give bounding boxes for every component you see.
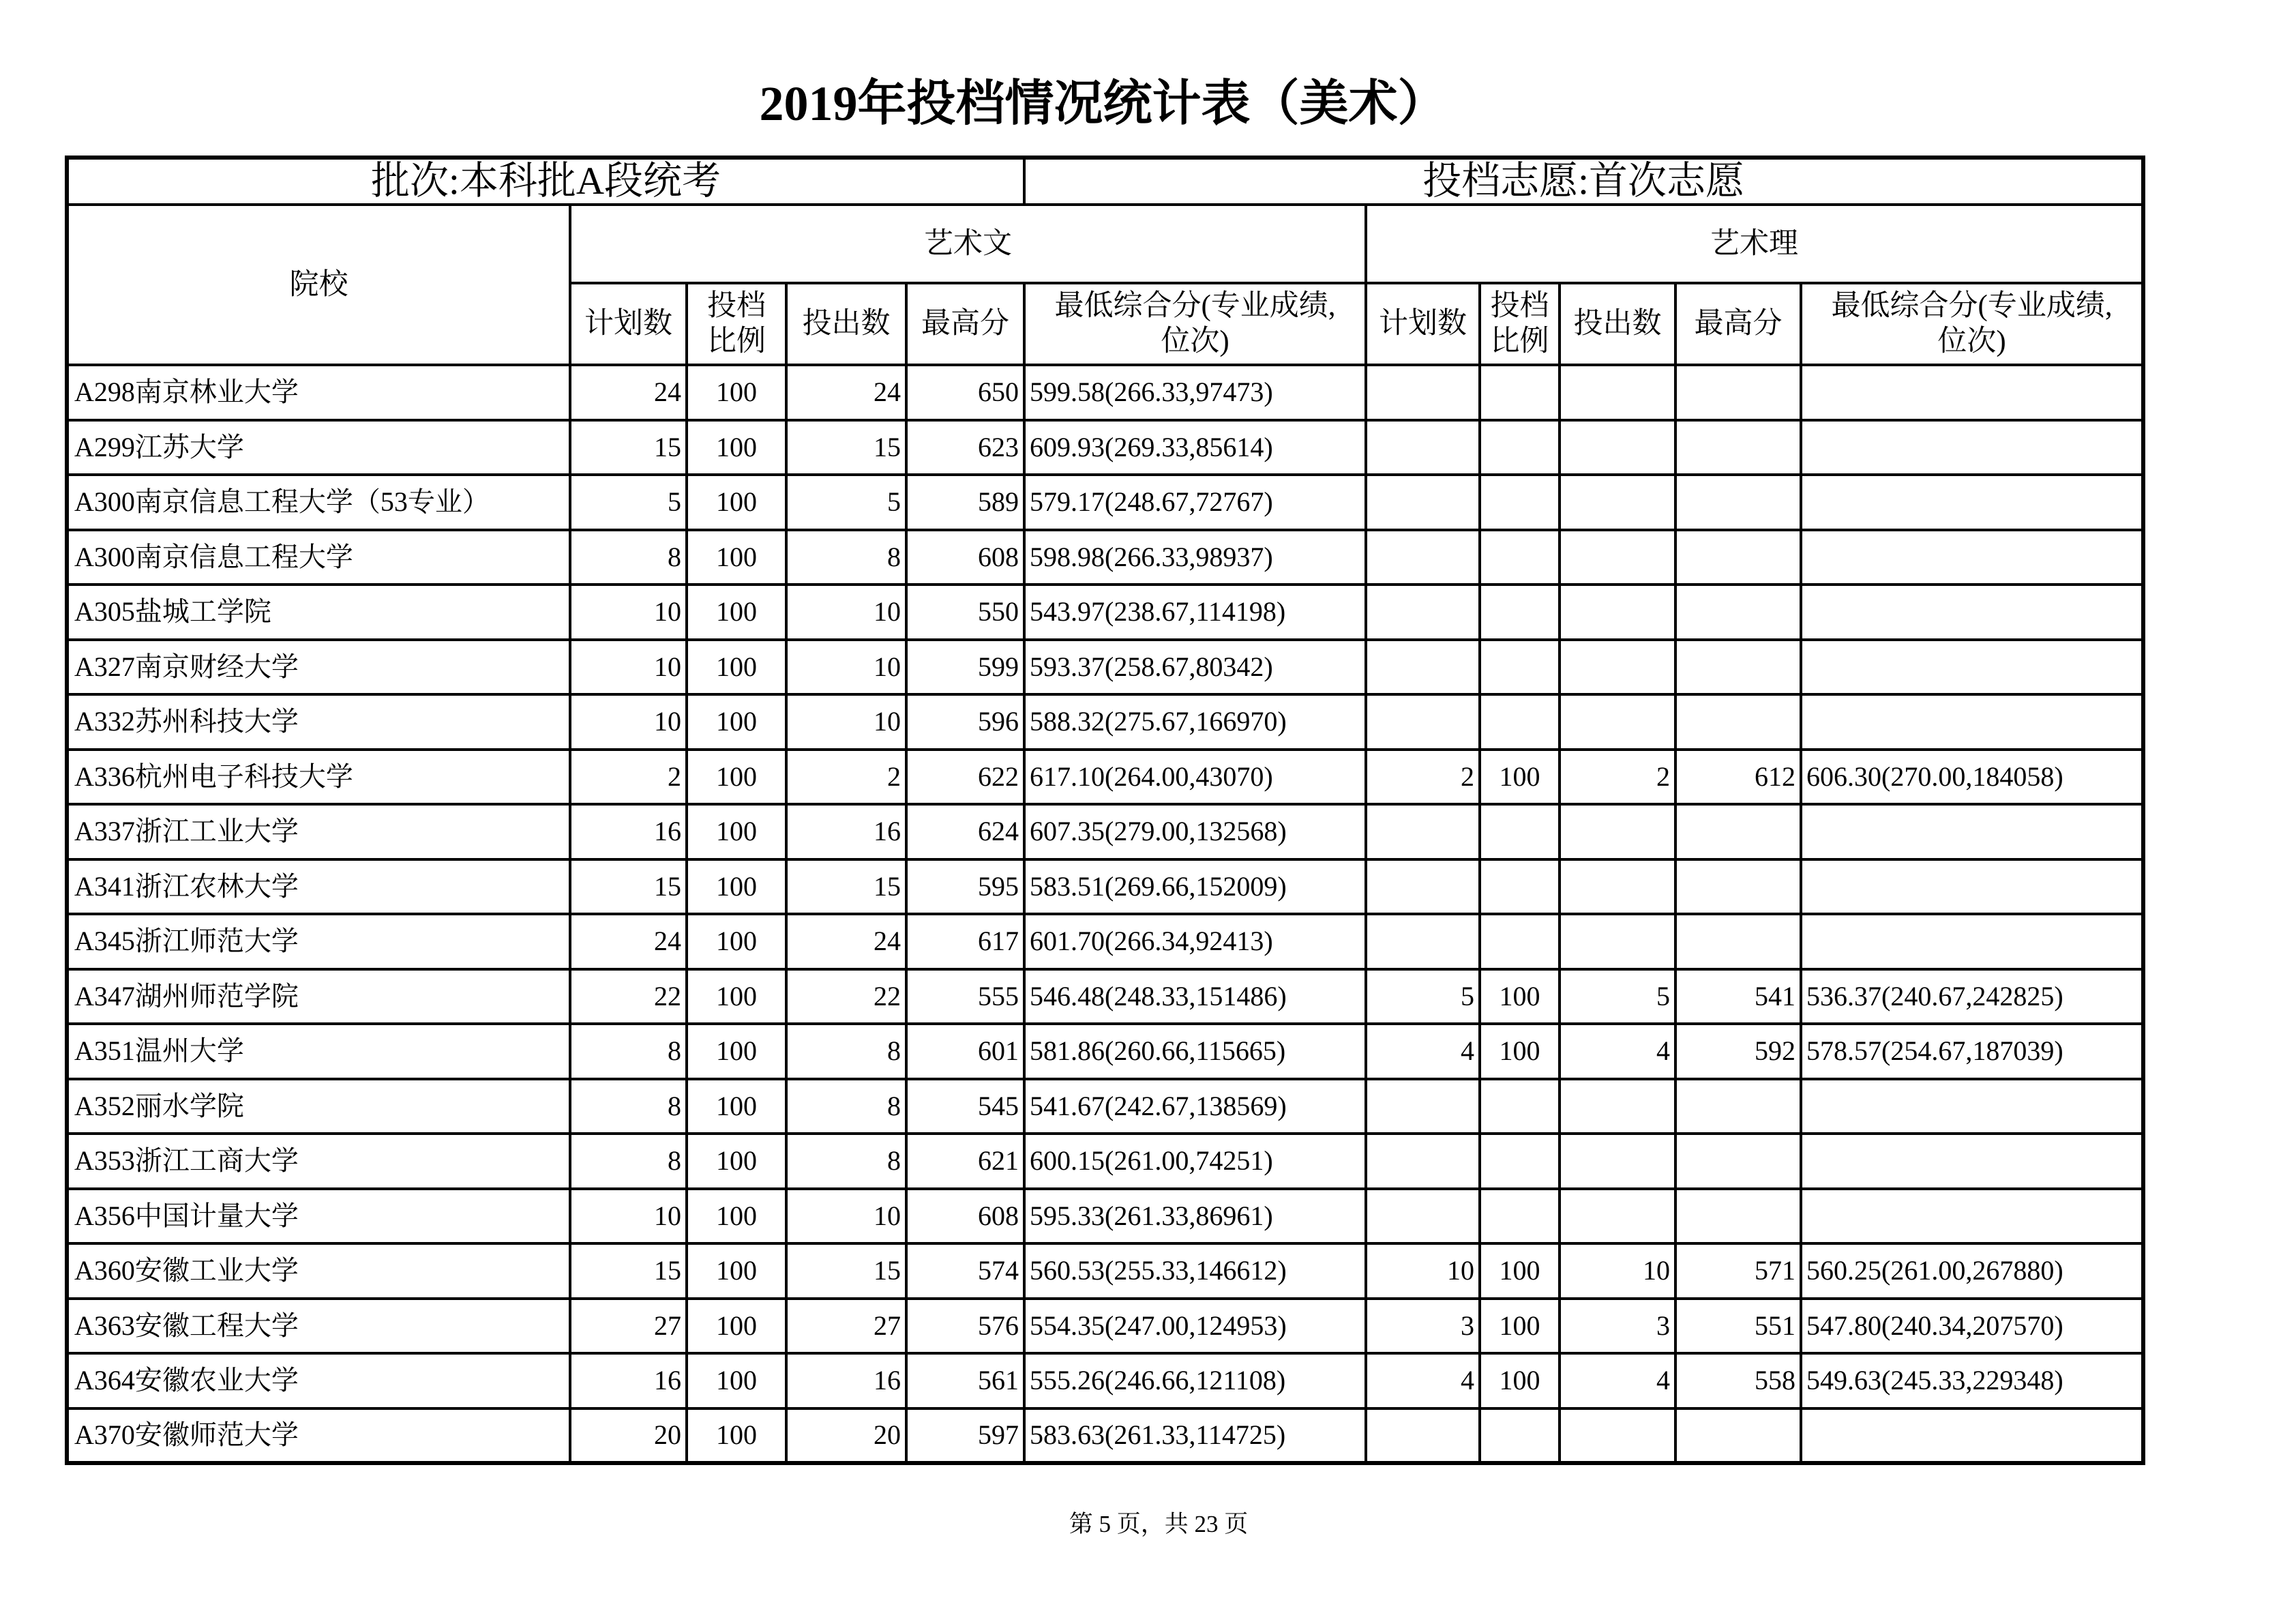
wen-plan-count-cell: 8: [570, 530, 687, 585]
wen-admission-ratio-cell: 100: [687, 1134, 786, 1189]
wen-plan-count-cell: 24: [570, 914, 687, 969]
wen-min-score-cell: 609.93(269.33,85614): [1024, 420, 1366, 475]
li-submitted-count-cell: 2: [1560, 750, 1675, 805]
wen-submitted-count-cell: 15: [786, 1243, 906, 1299]
li-plan-count-cell: [1366, 640, 1480, 695]
li-plan-count-cell: [1366, 914, 1480, 969]
wen-min-score-cell: 600.15(261.00,74251): [1024, 1134, 1366, 1189]
wen-max-score-cell: 608: [906, 530, 1024, 585]
wen-submitted-count-cell: 24: [786, 365, 906, 420]
wen-min-score-cell: 560.53(255.33,146612): [1024, 1243, 1366, 1299]
li-min-score-cell: [1801, 1408, 2143, 1464]
school-name-cell: A327南京财经大学: [67, 640, 570, 695]
wen-plan-count-cell: 8: [570, 1079, 687, 1134]
wen-plan-count-header: 计划数: [570, 283, 687, 365]
li-max-score-header: 最高分: [1675, 283, 1801, 365]
li-max-score-cell: [1675, 914, 1801, 969]
wen-min-score-cell: 555.26(246.66,121108): [1024, 1353, 1366, 1408]
table-row: [67, 969, 2143, 1024]
wen-min-score-cell: 599.58(266.33,97473): [1024, 365, 1366, 420]
school-column-header: 院校: [67, 205, 570, 365]
li-submitted-count-cell: [1560, 1134, 1675, 1189]
li-min-score-cell: [1801, 914, 2143, 969]
wen-admission-ratio-cell: 100: [687, 1243, 786, 1299]
table-row: [67, 859, 2143, 915]
school-name-cell: A341浙江农林大学: [67, 859, 570, 915]
li-plan-count-cell: 10: [1366, 1243, 1480, 1299]
wen-plan-count-cell: 24: [570, 365, 687, 420]
wen-min-score-cell: 595.33(261.33,86961): [1024, 1189, 1366, 1244]
li-submitted-count-cell: 4: [1560, 1353, 1675, 1408]
li-plan-count-cell: 4: [1366, 1353, 1480, 1408]
table-row: [67, 1353, 2143, 1408]
wen-plan-count-cell: 10: [570, 585, 687, 640]
wen-admission-ratio-cell: 100: [687, 365, 786, 420]
table-row: [67, 1079, 2143, 1134]
wen-admission-ratio-cell: 100: [687, 969, 786, 1024]
table-row: [67, 1189, 2143, 1244]
wen-plan-count-cell: 20: [570, 1408, 687, 1464]
li-submitted-count-cell: [1560, 1408, 1675, 1464]
wen-admission-ratio-cell: 100: [687, 585, 786, 640]
li-submitted-count-header: 投出数: [1560, 283, 1675, 365]
wen-max-score-cell: 596: [906, 694, 1024, 750]
wen-min-score-cell: 541.67(242.67,138569): [1024, 1079, 1366, 1134]
table-row: [67, 914, 2143, 969]
li-max-score-cell: [1675, 365, 1801, 420]
li-submitted-count-cell: [1560, 585, 1675, 640]
wen-admission-ratio-cell: 100: [687, 804, 786, 859]
li-plan-count-cell: [1366, 1189, 1480, 1244]
wen-submitted-count-cell: 10: [786, 1189, 906, 1244]
li-min-score-cell: 536.37(240.67,242825): [1801, 969, 2143, 1024]
wen-max-score-cell: 621: [906, 1134, 1024, 1189]
wen-max-score-cell: 561: [906, 1353, 1024, 1408]
wen-max-score-cell: 608: [906, 1189, 1024, 1244]
li-admission-ratio-cell: [1480, 914, 1560, 969]
wen-min-score-cell: 543.97(238.67,114198): [1024, 585, 1366, 640]
wen-min-score-cell: 617.10(264.00,43070): [1024, 750, 1366, 805]
li-max-score-cell: [1675, 1079, 1801, 1134]
li-min-score-cell: [1801, 585, 2143, 640]
wen-admission-ratio-cell: 100: [687, 914, 786, 969]
li-admission-ratio-cell: 100: [1480, 969, 1560, 1024]
li-max-score-cell: 558: [1675, 1353, 1801, 1408]
li-admission-ratio-cell: [1480, 420, 1560, 475]
li-admission-ratio-cell: 100: [1480, 1024, 1560, 1079]
school-name-cell: A336杭州电子科技大学: [67, 750, 570, 805]
table-row: [67, 365, 2143, 420]
page-title: 2019年投档情况统计表（美术）: [759, 76, 1447, 131]
wen-submitted-count-cell: 8: [786, 1079, 906, 1134]
li-submitted-count-cell: 3: [1560, 1299, 1675, 1354]
li-max-score-cell: [1675, 1189, 1801, 1244]
wen-submitted-count-cell: 20: [786, 1408, 906, 1464]
wen-min-score-cell: 583.63(261.33,114725): [1024, 1408, 1366, 1464]
wen-plan-count-cell: 16: [570, 804, 687, 859]
table-body: [67, 365, 2143, 1463]
li-min-score-cell: 547.80(240.34,207570): [1801, 1299, 2143, 1354]
li-plan-count-cell: [1366, 694, 1480, 750]
wen-submitted-count-cell: 10: [786, 640, 906, 695]
li-submitted-count-cell: 5: [1560, 969, 1675, 1024]
table-row: [67, 475, 2143, 530]
li-admission-ratio-cell: [1480, 859, 1560, 915]
wen-submitted-count-cell: 22: [786, 969, 906, 1024]
table-row: [67, 1408, 2143, 1464]
wen-max-score-cell: 597: [906, 1408, 1024, 1464]
school-name-cell: A360安徽工业大学: [67, 1243, 570, 1299]
li-plan-count-cell: [1366, 804, 1480, 859]
li-plan-count-cell: [1366, 585, 1480, 640]
wen-submitted-count-header: 投出数: [786, 283, 906, 365]
li-plan-count-cell: 5: [1366, 969, 1480, 1024]
li-admission-ratio-cell: 100: [1480, 1299, 1560, 1354]
batch-label: 批次:本科批A段统考: [67, 158, 1024, 205]
li-admission-ratio-cell: [1480, 585, 1560, 640]
li-min-score-cell: [1801, 804, 2143, 859]
wen-admission-ratio-cell: 100: [687, 1353, 786, 1408]
li-admission-ratio-cell: [1480, 694, 1560, 750]
wen-max-score-cell: 599: [906, 640, 1024, 695]
wen-plan-count-cell: 15: [570, 420, 687, 475]
li-min-score-cell: [1801, 859, 2143, 915]
wen-min-score-cell: 598.98(266.33,98937): [1024, 530, 1366, 585]
school-name-cell: A305盐城工学院: [67, 585, 570, 640]
li-max-score-cell: [1675, 585, 1801, 640]
li-admission-ratio-header: 投档 比例: [1480, 283, 1560, 365]
li-admission-ratio-cell: 100: [1480, 750, 1560, 805]
li-max-score-cell: [1675, 1408, 1801, 1464]
table-row: [67, 420, 2143, 475]
wen-admission-ratio-cell: 100: [687, 420, 786, 475]
li-submitted-count-cell: [1560, 1189, 1675, 1244]
wen-submitted-count-cell: 10: [786, 694, 906, 750]
wen-submitted-count-cell: 27: [786, 1299, 906, 1354]
school-name-cell: A337浙江工业大学: [67, 804, 570, 859]
li-max-score-cell: [1675, 859, 1801, 915]
school-name-cell: A353浙江工商大学: [67, 1134, 570, 1189]
wen-min-score-header: 最低综合分(专业成绩, 位次): [1024, 283, 1366, 365]
batch-row: [67, 158, 2143, 205]
wen-plan-count-cell: 16: [570, 1353, 687, 1408]
li-submitted-count-cell: [1560, 694, 1675, 750]
school-name-cell: A299江苏大学: [67, 420, 570, 475]
li-admission-ratio-cell: [1480, 365, 1560, 420]
wen-plan-count-cell: 10: [570, 694, 687, 750]
li-plan-count-header: 计划数: [1366, 283, 1480, 365]
li-min-score-cell: [1801, 1079, 2143, 1134]
admission-stats-table: [65, 156, 2145, 1465]
preference-label: 投档志愿:首次志愿: [1024, 158, 2143, 205]
wen-min-score-cell: 593.37(258.67,80342): [1024, 640, 1366, 695]
wen-submitted-count-cell: 2: [786, 750, 906, 805]
school-name-cell: A370安徽师范大学: [67, 1408, 570, 1464]
li-min-score-cell: [1801, 420, 2143, 475]
li-max-score-cell: [1675, 475, 1801, 530]
li-min-score-header: 最低综合分(专业成绩, 位次): [1801, 283, 2143, 365]
li-plan-count-cell: 3: [1366, 1299, 1480, 1354]
li-submitted-count-cell: [1560, 640, 1675, 695]
li-plan-count-cell: [1366, 1079, 1480, 1134]
wen-submitted-count-cell: 24: [786, 914, 906, 969]
wen-min-score-cell: 546.48(248.33,151486): [1024, 969, 1366, 1024]
li-max-score-cell: 592: [1675, 1024, 1801, 1079]
wen-submitted-count-cell: 15: [786, 859, 906, 915]
table-row: [67, 750, 2143, 805]
li-admission-ratio-cell: 100: [1480, 1243, 1560, 1299]
wen-admission-ratio-cell: 100: [687, 1189, 786, 1244]
wen-submitted-count-cell: 5: [786, 475, 906, 530]
wen-admission-ratio-cell: 100: [687, 475, 786, 530]
li-plan-count-cell: [1366, 859, 1480, 915]
li-min-score-cell: 606.30(270.00,184058): [1801, 750, 2143, 805]
li-plan-count-cell: [1366, 420, 1480, 475]
wen-max-score-header: 最高分: [906, 283, 1024, 365]
wen-max-score-cell: 650: [906, 365, 1024, 420]
wen-admission-ratio-header: 投档 比例: [687, 283, 786, 365]
table-row: [67, 1243, 2143, 1299]
li-admission-ratio-cell: 100: [1480, 1353, 1560, 1408]
wen-admission-ratio-cell: 100: [687, 640, 786, 695]
table-row: [67, 804, 2143, 859]
school-name-cell: A363安徽工程大学: [67, 1299, 570, 1354]
school-name-cell: A347湖州师范学院: [67, 969, 570, 1024]
li-admission-ratio-cell: [1480, 475, 1560, 530]
wen-plan-count-cell: 15: [570, 1243, 687, 1299]
table-row: [67, 1134, 2143, 1189]
li-plan-count-cell: [1366, 365, 1480, 420]
li-min-score-cell: [1801, 640, 2143, 695]
li-min-score-cell: 560.25(261.00,267880): [1801, 1243, 2143, 1299]
li-plan-count-cell: [1366, 530, 1480, 585]
wen-max-score-cell: 624: [906, 804, 1024, 859]
li-submitted-count-cell: [1560, 475, 1675, 530]
school-name-cell: A356中国计量大学: [67, 1189, 570, 1244]
wen-plan-count-cell: 27: [570, 1299, 687, 1354]
li-max-score-cell: [1675, 640, 1801, 695]
wen-min-score-cell: 583.51(269.66,152009): [1024, 859, 1366, 915]
wen-submitted-count-cell: 8: [786, 530, 906, 585]
wen-plan-count-cell: 8: [570, 1134, 687, 1189]
wen-max-score-cell: 576: [906, 1299, 1024, 1354]
school-name-cell: A300南京信息工程大学（53专业）: [67, 475, 570, 530]
wen-plan-count-cell: 10: [570, 1189, 687, 1244]
wen-admission-ratio-cell: 100: [687, 859, 786, 915]
li-admission-ratio-cell: [1480, 1079, 1560, 1134]
li-admission-ratio-cell: [1480, 1134, 1560, 1189]
li-plan-count-cell: [1366, 475, 1480, 530]
wen-plan-count-cell: 10: [570, 640, 687, 695]
table-row: [67, 1024, 2143, 1079]
li-admission-ratio-cell: [1480, 804, 1560, 859]
school-name-cell: A300南京信息工程大学: [67, 530, 570, 585]
wen-plan-count-cell: 8: [570, 1024, 687, 1079]
wen-max-score-cell: 545: [906, 1079, 1024, 1134]
wen-submitted-count-cell: 8: [786, 1024, 906, 1079]
wen-plan-count-cell: 5: [570, 475, 687, 530]
wen-min-score-cell: 588.32(275.67,166970): [1024, 694, 1366, 750]
wen-submitted-count-cell: 10: [786, 585, 906, 640]
wen-submitted-count-cell: 16: [786, 804, 906, 859]
wen-plan-count-cell: 15: [570, 859, 687, 915]
li-max-score-cell: [1675, 1134, 1801, 1189]
li-admission-ratio-cell: [1480, 640, 1560, 695]
wen-max-score-cell: 589: [906, 475, 1024, 530]
table-row: [67, 530, 2143, 585]
li-plan-count-cell: 2: [1366, 750, 1480, 805]
li-plan-count-cell: [1366, 1408, 1480, 1464]
wen-submitted-count-cell: 8: [786, 1134, 906, 1189]
school-name-cell: A332苏州科技大学: [67, 694, 570, 750]
wen-min-score-cell: 554.35(247.00,124953): [1024, 1299, 1366, 1354]
wen-admission-ratio-cell: 100: [687, 1408, 786, 1464]
wen-admission-ratio-cell: 100: [687, 694, 786, 750]
group-header-row: [67, 205, 2143, 283]
li-admission-ratio-cell: [1480, 530, 1560, 585]
li-min-score-cell: 578.57(254.67,187039): [1801, 1024, 2143, 1079]
li-max-score-cell: 612: [1675, 750, 1801, 805]
li-submitted-count-cell: [1560, 420, 1675, 475]
li-min-score-cell: [1801, 475, 2143, 530]
li-min-score-cell: [1801, 365, 2143, 420]
wen-max-score-cell: 550: [906, 585, 1024, 640]
school-name-cell: A352丽水学院: [67, 1079, 570, 1134]
wen-min-score-cell: 579.17(248.67,72767): [1024, 475, 1366, 530]
wen-submitted-count-cell: 15: [786, 420, 906, 475]
li-max-score-cell: [1675, 420, 1801, 475]
table-row: [67, 585, 2143, 640]
wen-admission-ratio-cell: 100: [687, 1079, 786, 1134]
school-name-cell: A345浙江师范大学: [67, 914, 570, 969]
wen-submitted-count-cell: 16: [786, 1353, 906, 1408]
li-max-score-cell: [1675, 694, 1801, 750]
wen-plan-count-cell: 2: [570, 750, 687, 805]
wen-admission-ratio-cell: 100: [687, 1024, 786, 1079]
li-min-score-cell: [1801, 1189, 2143, 1244]
li-max-score-cell: 571: [1675, 1243, 1801, 1299]
li-min-score-cell: 549.63(245.33,229348): [1801, 1353, 2143, 1408]
wen-admission-ratio-cell: 100: [687, 750, 786, 805]
li-submitted-count-cell: [1560, 1079, 1675, 1134]
li-plan-count-cell: 4: [1366, 1024, 1480, 1079]
li-max-score-cell: 541: [1675, 969, 1801, 1024]
table-row: [67, 1299, 2143, 1354]
li-min-score-cell: [1801, 1134, 2143, 1189]
table-row: [67, 640, 2143, 695]
wen-max-score-cell: 617: [906, 914, 1024, 969]
wen-max-score-cell: 623: [906, 420, 1024, 475]
art-wen-group-header: 艺术文: [570, 205, 1366, 283]
school-name-cell: A364安徽农业大学: [67, 1353, 570, 1408]
li-max-score-cell: 551: [1675, 1299, 1801, 1354]
wen-max-score-cell: 595: [906, 859, 1024, 915]
school-name-cell: A351温州大学: [67, 1024, 570, 1079]
wen-plan-count-cell: 22: [570, 969, 687, 1024]
wen-max-score-cell: 622: [906, 750, 1024, 805]
li-submitted-count-cell: [1560, 530, 1675, 585]
li-admission-ratio-cell: [1480, 1189, 1560, 1244]
wen-max-score-cell: 555: [906, 969, 1024, 1024]
wen-min-score-cell: 581.86(260.66,115665): [1024, 1024, 1366, 1079]
li-max-score-cell: [1675, 804, 1801, 859]
table-row: [67, 694, 2143, 750]
li-submitted-count-cell: 10: [1560, 1243, 1675, 1299]
school-name-cell: A298南京林业大学: [67, 365, 570, 420]
li-submitted-count-cell: [1560, 859, 1675, 915]
li-plan-count-cell: [1366, 1134, 1480, 1189]
li-submitted-count-cell: [1560, 365, 1675, 420]
li-admission-ratio-cell: [1480, 1408, 1560, 1464]
li-submitted-count-cell: [1560, 804, 1675, 859]
li-submitted-count-cell: 4: [1560, 1024, 1675, 1079]
wen-admission-ratio-cell: 100: [687, 530, 786, 585]
wen-min-score-cell: 601.70(266.34,92413): [1024, 914, 1366, 969]
wen-admission-ratio-cell: 100: [687, 1299, 786, 1354]
li-submitted-count-cell: [1560, 914, 1675, 969]
wen-max-score-cell: 574: [906, 1243, 1024, 1299]
wen-max-score-cell: 601: [906, 1024, 1024, 1079]
li-min-score-cell: [1801, 694, 2143, 750]
art-li-group-header: 艺术理: [1366, 205, 2143, 283]
page-number-footer: 第 5 页，共 23 页: [1069, 1511, 1249, 1537]
li-min-score-cell: [1801, 530, 2143, 585]
wen-min-score-cell: 607.35(279.00,132568): [1024, 804, 1366, 859]
li-max-score-cell: [1675, 530, 1801, 585]
